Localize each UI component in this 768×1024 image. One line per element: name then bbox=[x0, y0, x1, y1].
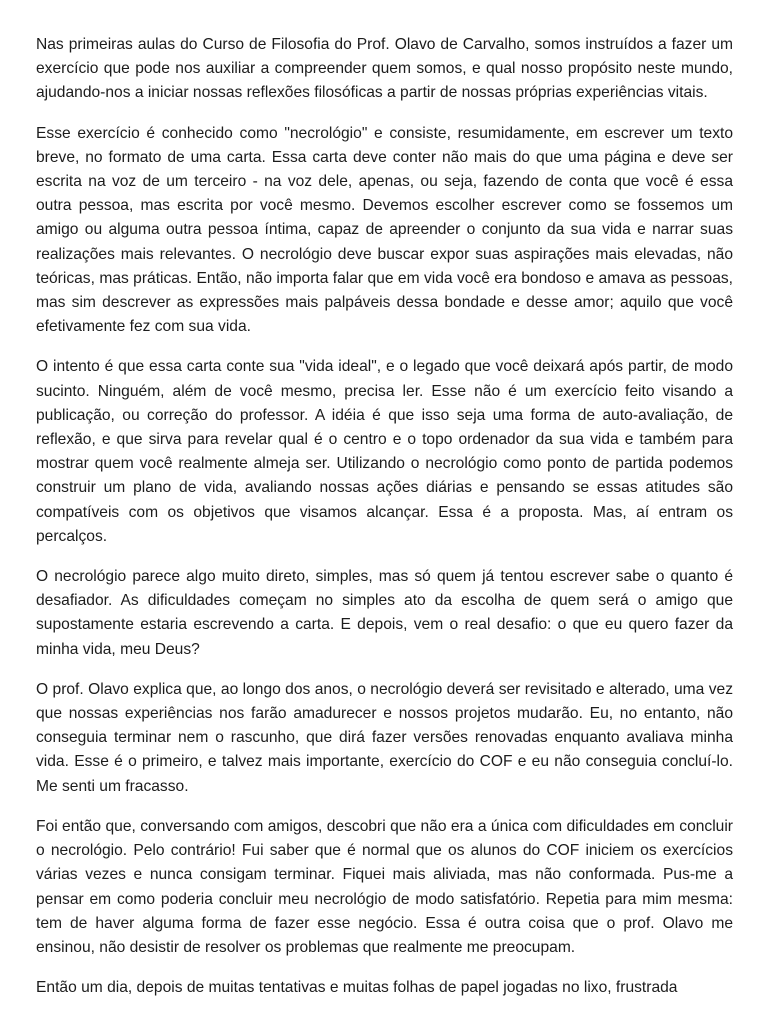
paragraph-7: Então um dia, depois de muitas tentativas e muitas folhas de papel jogadas no lixo, frustrada bbox=[36, 979, 678, 997]
paragraph-6: Foi então que, conversando com amigos, descobri que não era a única com dificuldades em concluir o necrológio. Pelo contrário! Fui saber que é normal que os alunos do COF iniciem os exercícios várias vezes e nunca consigam terminar. Fiquei mais aliviada, mas não conformada. Pus-me a pensar em como poderia concluir meu necrológio de modo satisfatório. Repetia para mim mesma: tem de haver alguma forma de fazer esse negócio. Essa é outra coisa que o prof. Olavo me ensinou, não desistir de resolver os problemas que realmente me preocupam. bbox=[36, 817, 733, 956]
paragraph-3: O intento é que essa carta conte sua "vida ideal", e o legado que você deixará após partir, de modo sucinto. Ninguém, além de você mesmo, precisa ler. Esse não é um exercício feito visando a publicação, ou correção do professor. A idéia é que isso seja uma forma de auto-avaliação, de reflexão, e que sirva para revelar qual é o centro e o topo ordenador da sua vida e também para mostrar quem você realmente almeja ser. Utilizando o necrológio como ponto de partida podemos construir um plano de vida, avaliando nossas ações diárias e pensando se essas atitudes são compatíveis com os objetivos que visamos alcançar. Essa é a proposta. Mas, aí entram os percalços. bbox=[36, 358, 733, 545]
paragraph-2: Esse exercício é conhecido como "necrológio" e consiste, resumidamente, em escrever um texto breve, no formato de uma carta. Essa carta deve conter não mais do que uma página e deve ser escrita na voz de um terceiro - na voz dele, apenas, ou seja, fazendo de conta que você é essa outra pessoa, mas escrita por você mesmo. Devemos escolher escrever como se fossemos um amigo ou alguma outra pessoa íntima, capaz de apreender o conjunto da sua vida e narrar suas realizações mais relevantes. O necrológio deve buscar expor suas aspirações mais elevadas, não teóricas, mas práticas. Então, não importa falar que em vida você era bondoso e amava as pessoas, mas sim descrever as expressões mais palpáveis dessa bondade e desse amor; aquilo que você efetivamente fez com sua vida. bbox=[36, 124, 733, 336]
document-page bbox=[36, 33, 733, 1016]
paragraph-5: O prof. Olavo explica que, ao longo dos anos, o necrológio deverá ser revisitado e alterado, uma vez que nossas experiências nos farão amadurecer e nossos projetos mudarão. Eu, no entanto, não conseguia terminar nem o rascunho, que dirá fazer versões renovadas enquanto avaliava minha vida. Esse é o primeiro, e talvez mais importante, exercício do COF e eu não conseguia concluí-lo. Me senti um fracasso. bbox=[36, 680, 733, 795]
paragraph-4: O necrológio parece algo muito direto, simples, mas só quem já tentou escrever sabe o quanto é desafiador. As dificuldades começam no simples ato da escolha de quem será o amigo que supostamente estaria escrevendo a carta. E depois, vem o real desafio: o que eu quero fazer da minha vida, meu Deus? bbox=[36, 568, 733, 658]
paragraph-1: Nas primeiras aulas do Curso de Filosofia do Prof. Olavo de Carvalho, somos instruídos a fazer um exercício que pode nos auxiliar a compreender quem somos, e qual nosso propósito neste mundo, ajudando-nos a iniciar nossas reflexões filosóficas a partir de nossas próprias experiências vitais. bbox=[36, 36, 733, 102]
